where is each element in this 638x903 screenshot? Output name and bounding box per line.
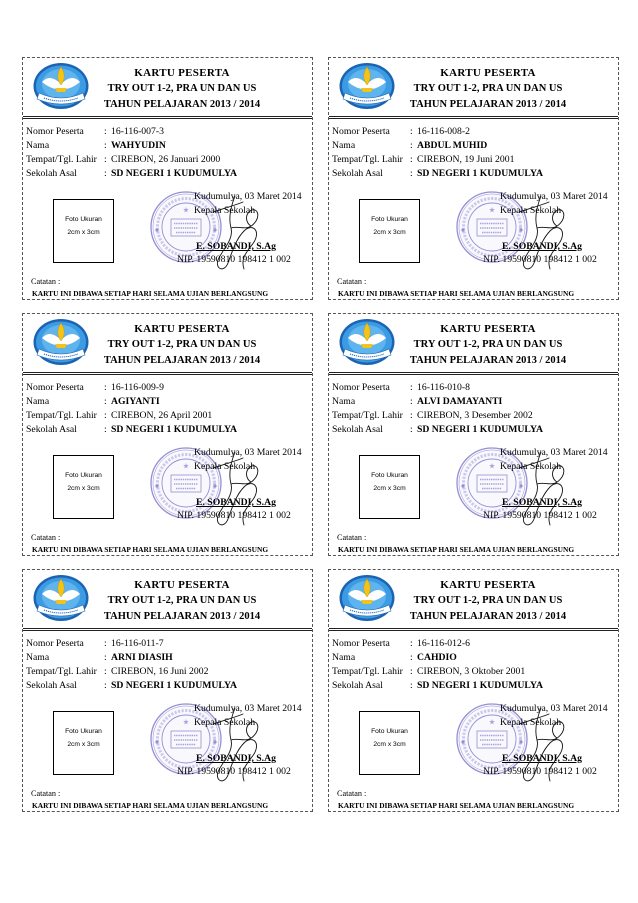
field-label: Nomor Peserta: [332, 382, 390, 393]
field-value: 16-116-009-9: [111, 382, 164, 393]
field-sekolah-asal: [26, 679, 306, 693]
photo-size: 2cm x 3cm: [67, 485, 100, 492]
academic-year: TAHUN PELAJARAN 2013 / 2014: [103, 99, 261, 110]
field-label: Nama: [26, 396, 50, 407]
field-separator: :: [410, 140, 413, 151]
place-date: Kudumulya, 03 Maret 2014: [194, 447, 302, 458]
education-logo-icon: [338, 318, 396, 366]
field-label: Tempat/Tgl. Lahir: [26, 410, 97, 421]
photo-label: Foto Ukuran: [65, 728, 102, 735]
education-logo-icon: [338, 62, 396, 110]
field-nama: [26, 651, 306, 665]
field-tempat-tgl-lahir: [332, 409, 612, 423]
exam-name: TRY OUT 1-2, PRA UN DAN US: [107, 595, 257, 606]
field-separator: :: [104, 168, 107, 179]
photo-size: 2cm x 3cm: [67, 229, 100, 236]
field-nama: [26, 139, 306, 153]
signatory-position: Kepala Sekolah: [194, 205, 256, 216]
signatory-position: Kepala Sekolah: [500, 205, 562, 216]
field-value: CIREBON, 19 Juni 2001: [417, 154, 515, 165]
field-separator: :: [410, 396, 413, 407]
place-date: Kudumulya, 03 Maret 2014: [500, 447, 608, 458]
academic-year: TAHUN PELAJARAN 2013 / 2014: [103, 355, 261, 366]
signatory-nip: NIP. 19590810 198412 1 002: [483, 766, 597, 777]
signature-icon: [497, 702, 577, 787]
field-label: Tempat/Tgl. Lahir: [26, 666, 97, 677]
signature-icon: [191, 446, 271, 531]
field-value: 16-116-011-7: [111, 638, 164, 649]
header-divider: [23, 116, 312, 119]
field-value: CIREBON, 3 Desember 2002: [417, 410, 533, 421]
photo-size: 2cm x 3cm: [373, 229, 406, 236]
field-tempat-tgl-lahir: [26, 665, 306, 679]
signatory-nip: NIP. 19590810 198412 1 002: [177, 254, 291, 265]
field-separator: :: [104, 126, 107, 137]
photo-label: Foto Ukuran: [65, 472, 102, 479]
field-value: SD NEGERI 1 KUDUMULYA: [417, 424, 544, 435]
place-date: Kudumulya, 03 Maret 2014: [500, 191, 608, 202]
participant-card: [22, 57, 313, 300]
signatory-position: Kepala Sekolah: [194, 717, 256, 728]
field-label: Tempat/Tgl. Lahir: [332, 154, 403, 165]
participant-card: [328, 57, 619, 300]
field-nomor-peserta: [332, 381, 612, 395]
field-nama: [332, 395, 612, 409]
academic-year: TAHUN PELAJARAN 2013 / 2014: [103, 611, 261, 622]
notes-text: KARTU INI DIBAWA SETIAP HARI SELAMA UJIAN BERLANGSUNG: [32, 289, 269, 298]
field-separator: :: [410, 168, 413, 179]
signatory-name: E. SOBANDI, S.Ag: [502, 497, 582, 508]
header-divider: [23, 628, 312, 631]
field-label: Nama: [332, 396, 356, 407]
photo-size: 2cm x 3cm: [67, 741, 100, 748]
field-sekolah-asal: [332, 423, 612, 437]
field-value: SD NEGERI 1 KUDUMULYA: [111, 680, 238, 691]
participant-card: [22, 569, 313, 812]
field-value: ABDUL MUHID: [417, 140, 488, 151]
exam-name: TRY OUT 1-2, PRA UN DAN US: [107, 339, 257, 350]
header-divider: [23, 372, 312, 375]
field-nomor-peserta: [26, 637, 306, 651]
field-tempat-tgl-lahir: [26, 153, 306, 167]
notes-text: KARTU INI DIBAWA SETIAP HARI SELAMA UJIAN BERLANGSUNG: [338, 545, 575, 554]
field-value: CIREBON, 26 April 2001: [111, 410, 213, 421]
field-label: Tempat/Tgl. Lahir: [332, 410, 403, 421]
photo-label: Foto Ukuran: [371, 472, 408, 479]
field-value: 16-116-010-8: [417, 382, 470, 393]
field-nama: [332, 651, 612, 665]
signatory-name: E. SOBANDI, S.Ag: [502, 241, 582, 252]
field-tempat-tgl-lahir: [332, 665, 612, 679]
place-date: Kudumulya, 03 Maret 2014: [194, 703, 302, 714]
notes-label: Catatan :: [337, 277, 367, 286]
field-separator: :: [410, 666, 413, 677]
signatory-name: E. SOBANDI, S.Ag: [502, 753, 582, 764]
field-value: SD NEGERI 1 KUDUMULYA: [417, 680, 544, 691]
field-value: 16-116-007-3: [111, 126, 164, 137]
field-separator: :: [104, 680, 107, 691]
field-separator: :: [104, 666, 107, 677]
photo-placeholder: [359, 455, 420, 519]
field-sekolah-asal: [26, 167, 306, 181]
field-separator: :: [104, 382, 107, 393]
notes-text: KARTU INI DIBAWA SETIAP HARI SELAMA UJIAN BERLANGSUNG: [32, 801, 269, 810]
field-value: CIREBON, 26 Januari 2000: [111, 154, 221, 165]
signature-icon: [497, 446, 577, 531]
field-label: Nama: [332, 140, 356, 151]
academic-year: TAHUN PELAJARAN 2013 / 2014: [409, 355, 567, 366]
field-label: Nomor Peserta: [26, 638, 84, 649]
field-label: Nomor Peserta: [26, 382, 84, 393]
field-value: CAHDIO: [417, 652, 457, 663]
place-date: Kudumulya, 03 Maret 2014: [194, 191, 302, 202]
field-value: WAHYUDIN: [111, 140, 166, 151]
education-logo-icon: [32, 318, 90, 366]
field-nomor-peserta: [332, 125, 612, 139]
field-label: Nomor Peserta: [26, 126, 84, 137]
field-separator: :: [104, 396, 107, 407]
field-value: SD NEGERI 1 KUDUMULYA: [417, 168, 544, 179]
academic-year: TAHUN PELAJARAN 2013 / 2014: [409, 99, 567, 110]
card-title: KARTU PESERTA: [440, 579, 536, 591]
field-label: Nama: [26, 140, 50, 151]
education-logo-icon: [338, 574, 396, 622]
field-tempat-tgl-lahir: [26, 409, 306, 423]
field-separator: :: [104, 154, 107, 165]
field-separator: :: [104, 652, 107, 663]
signatory-position: Kepala Sekolah: [194, 461, 256, 472]
field-separator: :: [410, 424, 413, 435]
signature-icon: [497, 190, 577, 275]
card-title: KARTU PESERTA: [440, 323, 536, 335]
signatory-position: Kepala Sekolah: [500, 717, 562, 728]
field-label: Nomor Peserta: [332, 126, 390, 137]
field-separator: :: [104, 638, 107, 649]
card-title: KARTU PESERTA: [134, 67, 230, 79]
signatory-name: E. SOBANDI, S.Ag: [196, 753, 276, 764]
notes-text: KARTU INI DIBAWA SETIAP HARI SELAMA UJIAN BERLANGSUNG: [338, 801, 575, 810]
field-nomor-peserta: [26, 125, 306, 139]
photo-label: Foto Ukuran: [371, 216, 408, 223]
signatory-position: Kepala Sekolah: [500, 461, 562, 472]
field-label: Sekolah Asal: [332, 424, 383, 435]
exam-name: TRY OUT 1-2, PRA UN DAN US: [413, 83, 563, 94]
participant-card: [22, 313, 313, 556]
signatory-name: E. SOBANDI, S.Ag: [196, 241, 276, 252]
education-logo-icon: [32, 62, 90, 110]
photo-placeholder: [53, 199, 114, 263]
notes-label: Catatan :: [337, 533, 367, 542]
signatory-name: E. SOBANDI, S.Ag: [196, 497, 276, 508]
place-date: Kudumulya, 03 Maret 2014: [500, 703, 608, 714]
field-nama: [332, 139, 612, 153]
field-separator: :: [104, 424, 107, 435]
field-separator: :: [410, 154, 413, 165]
signatory-nip: NIP. 19590810 198412 1 002: [483, 254, 597, 265]
notes-text: KARTU INI DIBAWA SETIAP HARI SELAMA UJIAN BERLANGSUNG: [32, 545, 269, 554]
field-value: ARNI DIASIH: [111, 652, 173, 663]
card-title: KARTU PESERTA: [134, 323, 230, 335]
participant-card: [328, 569, 619, 812]
photo-size: 2cm x 3cm: [373, 485, 406, 492]
field-separator: :: [104, 410, 107, 421]
participant-card: [328, 313, 619, 556]
academic-year: TAHUN PELAJARAN 2013 / 2014: [409, 611, 567, 622]
field-separator: :: [410, 652, 413, 663]
card-title: KARTU PESERTA: [134, 579, 230, 591]
signatory-nip: NIP. 19590810 198412 1 002: [483, 510, 597, 521]
exam-name: TRY OUT 1-2, PRA UN DAN US: [413, 595, 563, 606]
exam-name: TRY OUT 1-2, PRA UN DAN US: [107, 83, 257, 94]
notes-label: Catatan :: [31, 533, 61, 542]
field-label: Nomor Peserta: [332, 638, 390, 649]
field-separator: :: [410, 410, 413, 421]
field-sekolah-asal: [332, 167, 612, 181]
notes-label: Catatan :: [337, 789, 367, 798]
field-value: 16-116-008-2: [417, 126, 470, 137]
field-label: Sekolah Asal: [332, 168, 383, 179]
field-value: CIREBON, 16 Juni 2002: [111, 666, 209, 677]
field-value: ALVI DAMAYANTI: [417, 396, 503, 407]
header-divider: [329, 372, 618, 375]
signatory-nip: NIP. 19590810 198412 1 002: [177, 510, 291, 521]
photo-placeholder: [53, 711, 114, 775]
field-label: Tempat/Tgl. Lahir: [332, 666, 403, 677]
field-nomor-peserta: [26, 381, 306, 395]
signatory-nip: NIP. 19590810 198412 1 002: [177, 766, 291, 777]
field-separator: :: [104, 140, 107, 151]
field-label: Sekolah Asal: [26, 424, 77, 435]
field-separator: :: [410, 680, 413, 691]
photo-placeholder: [359, 711, 420, 775]
field-label: Sekolah Asal: [332, 680, 383, 691]
notes-text: KARTU INI DIBAWA SETIAP HARI SELAMA UJIAN BERLANGSUNG: [338, 289, 575, 298]
photo-label: Foto Ukuran: [65, 216, 102, 223]
field-sekolah-asal: [26, 423, 306, 437]
notes-label: Catatan :: [31, 277, 61, 286]
field-label: Tempat/Tgl. Lahir: [26, 154, 97, 165]
field-nama: [26, 395, 306, 409]
notes-label: Catatan :: [31, 789, 61, 798]
field-nomor-peserta: [332, 637, 612, 651]
field-label: Sekolah Asal: [26, 680, 77, 691]
field-separator: :: [410, 126, 413, 137]
photo-placeholder: [53, 455, 114, 519]
field-value: SD NEGERI 1 KUDUMULYA: [111, 168, 238, 179]
field-value: CIREBON, 3 Oktober 2001: [417, 666, 526, 677]
photo-placeholder: [359, 199, 420, 263]
field-separator: :: [410, 638, 413, 649]
field-tempat-tgl-lahir: [332, 153, 612, 167]
field-separator: :: [410, 382, 413, 393]
education-logo-icon: [32, 574, 90, 622]
exam-name: TRY OUT 1-2, PRA UN DAN US: [413, 339, 563, 350]
field-value: SD NEGERI 1 KUDUMULYA: [111, 424, 238, 435]
photo-size: 2cm x 3cm: [373, 741, 406, 748]
header-divider: [329, 116, 618, 119]
field-sekolah-asal: [332, 679, 612, 693]
header-divider: [329, 628, 618, 631]
card-title: KARTU PESERTA: [440, 67, 536, 79]
field-label: Nama: [26, 652, 50, 663]
field-label: Sekolah Asal: [26, 168, 77, 179]
field-label: Nama: [332, 652, 356, 663]
field-value: AGIYANTI: [111, 396, 160, 407]
photo-label: Foto Ukuran: [371, 728, 408, 735]
signature-icon: [191, 702, 271, 787]
signature-icon: [191, 190, 271, 275]
field-value: 16-116-012-6: [417, 638, 470, 649]
